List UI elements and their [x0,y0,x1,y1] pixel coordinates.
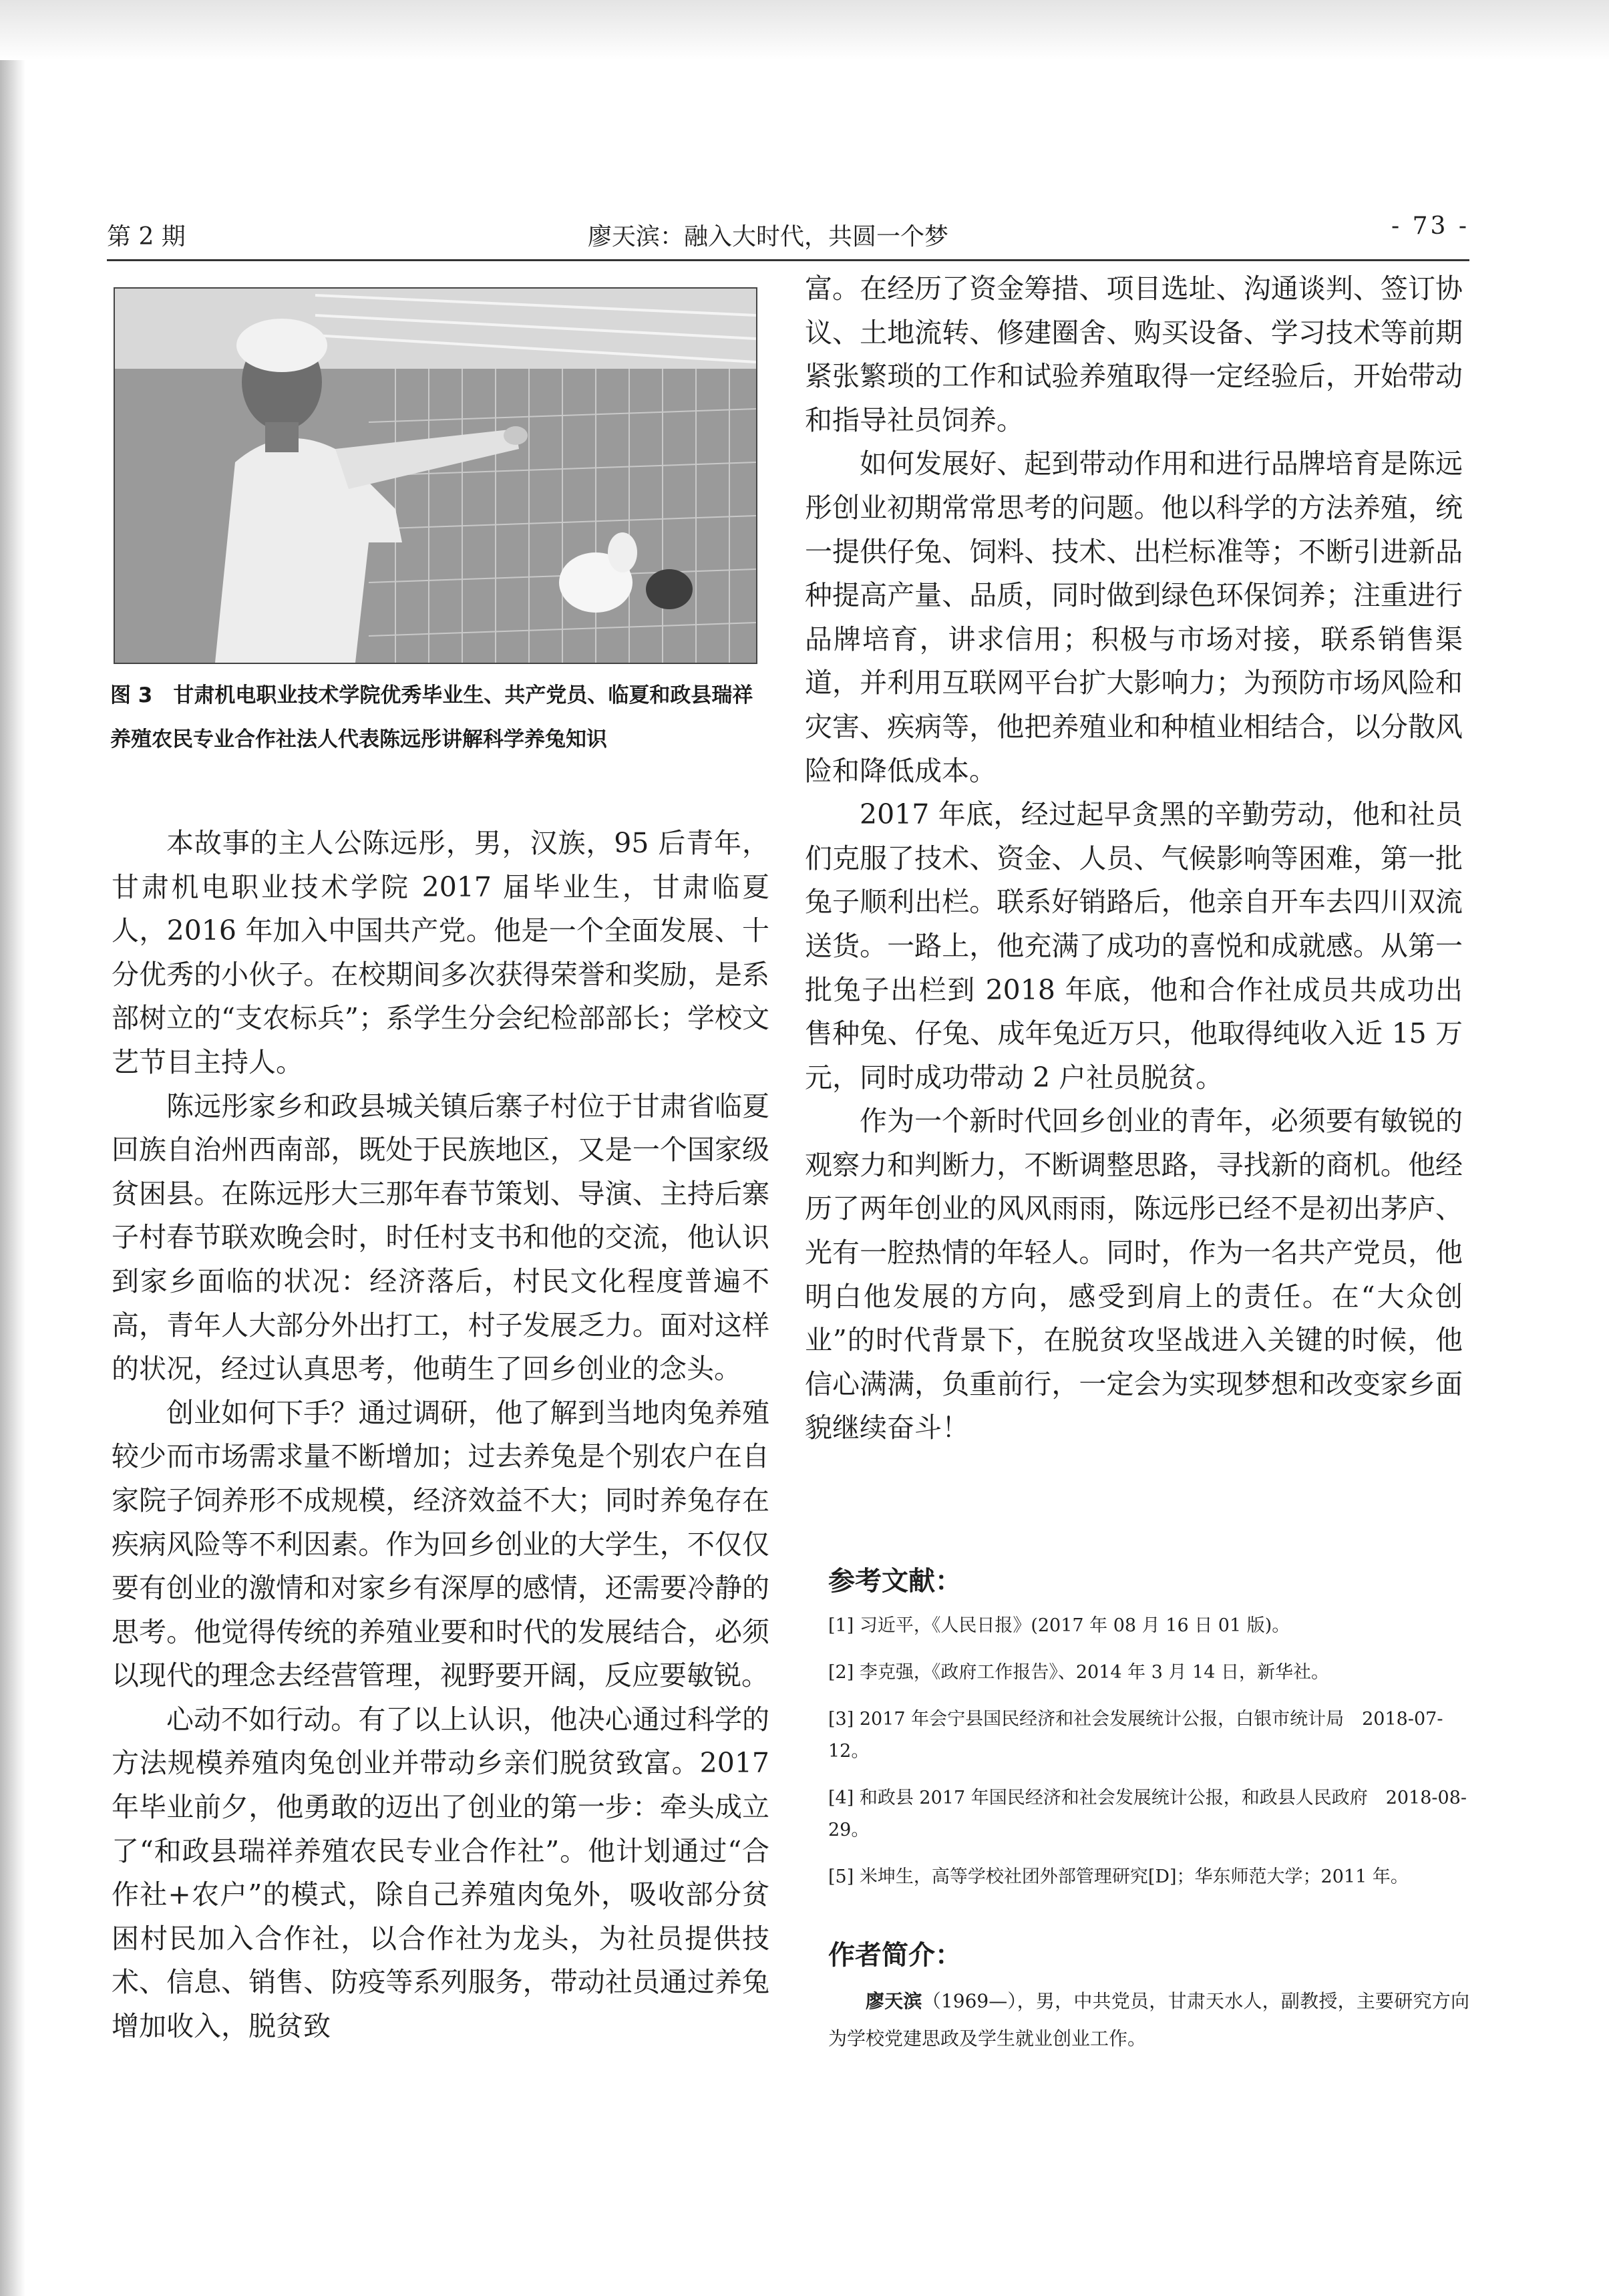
reference-item: [5] 米坤生，高等学校社团外部管理研究[D]；华东师范大学；2011 年。 [828,1866,1409,1887]
references-list [828,1610,1483,1908]
body-paragraph: 陈远彤家乡和政县城关镇后寨子村位于甘肃省临夏回族自治州西南部，既处于民族地区，又是一个国家级贫困县。在陈远彤大三那年春节策划、导演、主持后寨子村春节联欢晚会时，时任村支书和他的交流，他认识到家乡面临的状况：经济落后，村民文化程度普遍不高，青年人大部分外出打工，村子发展乏力。面对这样的状况，经过认真思考，他萌生了回乡创业的念头。 [112,1090,769,1385]
reference-item: [2] 李克强，《政府工作报告》、2014 年 3 月 14 日，新华社。 [828,1662,1329,1683]
body-paragraph: 心动不如行动。有了以上认识，他决心通过科学的方法规模养殖肉兔创业并带动乡亲们脱贫致富。2017 年毕业前夕，他勇敢的迈出了创业的第一步：牵头成立了“和政县瑞祥养殖农民专业合作社”。他计划通过“合作社+农户”的模式，除自己养殖肉兔外，吸收部分贫困村民加入合作社，以合作社为龙头，为社员提供技术、信息、销售、防疫等系列服务，带动社员通过养兔增加收入，脱贫致 [112,1703,769,2043]
author-bio-text: （1969—），男，中共党员，甘肃天水人，副教授，主要研究方向为学校党建思政及学生就业创业工作。 [828,1990,1469,2049]
figure-photo [114,287,757,664]
photo-illustration [115,289,756,663]
body-paragraph: 如何发展好、起到带动作用和进行品牌培育是陈远彤创业初期常常思考的问题。他以科学的方法养殖，统一提供仔兔、饲料、技术、出栏标准等；不断引进新品种提高产量、品质，同时做到绿色环保饲养；注重进行品牌培育，讲求信用；积极与市场对接，联系销售渠道，并利用互联网平台扩大影响力；为预防市场风险和灾害、疾病等，他把养殖业和种植业相结合，以分散风险和降低成本。 [805,448,1463,787]
scan-top-shadow [0,0,1609,60]
right-column [805,267,1463,1450]
references-heading: 参考文献： [828,1566,962,1597]
left-column [112,822,769,2049]
body-paragraph: 创业如何下手？通过调研，他了解到当地肉兔养殖较少而市场需求量不断增加；过去养兔是个别农户在自家院子饲养形不成规模，经济效益不大；同时养兔存在疾病风险等不利因素。作为回乡创业的大学生，不仅仅要有创业的激情和对家乡有深厚的感情，还需要冷静的思考。他觉得传统的养殖业要和时代的发展结合，必须以现代的理念去经营管理，视野要开阔，反应要敏锐。 [112,1396,769,1692]
reference-item: [1] 习近平，《人民日报》(2017 年 08 月 16 日 01 版)。 [828,1615,1290,1636]
scan-edge-shadow [0,0,25,2296]
figure-caption: 图 3 甘肃机电职业技术学院优秀毕业生、共产党员、临夏和政县瑞祥养殖农民专业合作社法人代表陈远彤讲解科学养兔知识 [110,683,753,752]
reference-item: [4] 和政县 2017 年国民经济和社会发展统计公报，和政县人民政府 2018-08-29。 [828,1788,1467,1840]
author-bio [828,1983,1469,2058]
author-name: 廖天滨 [866,1990,922,2012]
issue-number: 第 2 期 [107,223,186,251]
reference-item: [3] 2017 年会宁县国民经济和社会发展统计公报，白银市统计局 2018-07-12。 [828,1709,1443,1762]
page-header [107,212,1469,261]
body-paragraph: 2017 年底，经过起早贪黑的辛勤劳动，他和社员们克服了技术、资金、人员、气候影响等困难，第一批兔子顺利出栏。联系好销路后，他亲自开车去四川双流送货。一路上，他充满了成功的喜悦和成就感。从第一批兔子出栏到 2018 年底，他和合作社成员共成功出售种兔、仔兔、成年兔近万只，他取得纯收入近 15 万元，同时成功带动 2 户社员脱贫。 [805,798,1463,1094]
page-number: - 73 - [1391,212,1469,240]
author-heading: 作者简介： [828,1940,962,1971]
body-paragraph: 作为一个新时代回乡创业的青年，必须要有敏锐的观察力和判断力，不断调整思路，寻找新的商机。他经历了两年创业的风风雨雨，陈远彤已经不是初出茅庐、光有一腔热情的年轻人。同时，作为一名共产党员，他明白他发展的方向，感受到肩上的责任。在“大众创业”的时代背景下，在脱贫攻坚战进入关键的时候，他信心满满，负重前行，一定会为实现梦想和改变家乡面貌继续奋斗！ [805,1105,1463,1444]
running-title: 廖天滨：融入大时代，共圆一个梦 [588,223,949,251]
body-paragraph: 本故事的主人公陈远彤，男，汉族，95 后青年，甘肃机电职业技术学院 2017 届毕业生，甘肃临夏人，2016 年加入中国共产党。他是一个全面发展、十分优秀的小伙子。在校期间多次获得荣誉和奖励，是系部树立的“支农标兵”；系学生分会纪检部部长；学校文艺节目主持人。 [112,827,769,1078]
body-paragraph-continued: 富。在经历了资金筹措、项目选址、沟通谈判、签订协议、土地流转、修建圈舍、购买设备、学习技术等前期紧张繁琐的工作和试验养殖取得一定经验后，开始带动和指导社员饲养。 [805,273,1463,436]
